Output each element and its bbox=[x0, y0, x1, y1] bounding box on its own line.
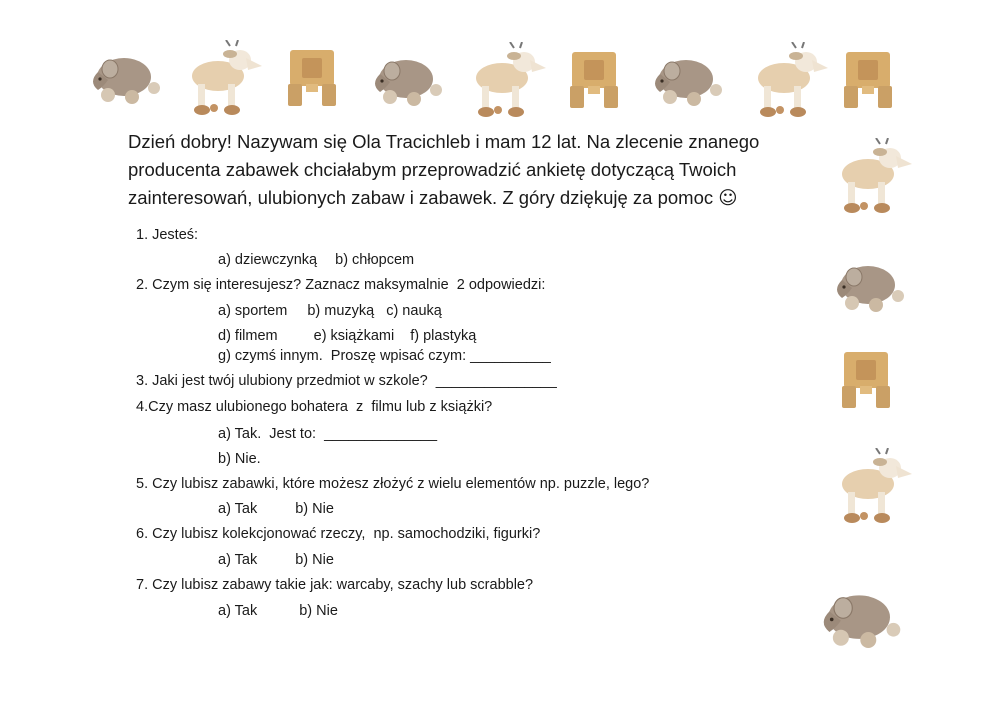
answer-option[interactable]: a) Tak. Jest to: ______________ bbox=[218, 426, 438, 442]
answer-option[interactable]: b) Nie bbox=[295, 501, 334, 517]
answer-option[interactable]: b) Nie bbox=[299, 603, 338, 619]
answer-option[interactable]: f) plastyką bbox=[410, 328, 477, 344]
answer-row bbox=[218, 327, 476, 345]
answer-option[interactable]: a) Tak bbox=[218, 552, 258, 568]
question-5: 5. Czy lubisz zabawki, które możesz złożyć z wielu elementów np. puzzle, lego? bbox=[136, 476, 650, 492]
answer-row bbox=[218, 500, 334, 518]
toy-goat-picture bbox=[182, 40, 266, 116]
question-3[interactable]: 3. Jaki jest twój ulubiony przedmiot w szkole? _______________ bbox=[136, 373, 557, 389]
toy-goat-picture bbox=[832, 138, 916, 214]
answer-option[interactable]: b) Nie bbox=[295, 552, 334, 568]
answer-row bbox=[218, 551, 334, 569]
answer-option[interactable]: a) Tak bbox=[218, 501, 258, 517]
answer-row bbox=[218, 602, 338, 620]
answer-row bbox=[218, 302, 442, 320]
intro-paragraph bbox=[128, 128, 808, 213]
toy-goat-picture bbox=[832, 448, 916, 524]
answer-option[interactable]: d) filmem bbox=[218, 328, 278, 344]
smiley-icon: ☺ bbox=[718, 188, 738, 209]
question-4: 4.Czy masz ulubionego bohatera z filmu lub z książki? bbox=[136, 399, 493, 415]
answer-option[interactable]: b) chłopcem bbox=[335, 252, 415, 268]
toy-bear-picture bbox=[838, 346, 894, 410]
toy-goat-picture bbox=[466, 42, 550, 118]
question-6: 6. Czy lubisz kolekcjonować rzeczy, np. samochodziki, figurki? bbox=[136, 526, 541, 542]
answer-option[interactable]: b) Nie. bbox=[218, 451, 261, 467]
answer-option[interactable]: b) muzyką bbox=[307, 303, 375, 319]
answer-option[interactable]: e) książkami bbox=[313, 328, 395, 344]
answer-option-other[interactable]: g) czymś innym. Proszę wpisać czym: __________ bbox=[218, 348, 551, 364]
toy-mouse-picture bbox=[828, 256, 906, 312]
answer-option[interactable]: a) Tak bbox=[218, 603, 258, 619]
toy-mouse-picture bbox=[366, 50, 444, 106]
toy-bear-picture bbox=[840, 46, 896, 110]
toy-mouse-picture bbox=[646, 50, 724, 106]
answer-row bbox=[218, 450, 261, 468]
toy-bear-picture bbox=[566, 46, 622, 110]
answer-row bbox=[218, 347, 551, 365]
question-7: 7. Czy lubisz zabawy takie jak: warcaby, szachy lub scrabble? bbox=[136, 577, 534, 593]
toy-goat-picture bbox=[748, 42, 832, 118]
toy-bear-picture bbox=[284, 44, 340, 108]
question-2: 2. Czym się interesujesz? Zaznacz maksymalnie 2 odpowiedzi: bbox=[136, 277, 546, 293]
answer-row bbox=[218, 425, 437, 443]
intro-text: Dzień dobry! Nazywam się Ola Tracichleb i mam 12 lat. Na zlecenie znanego producenta zabawek chciałabym przeprowadzić ankietę dotyczącą Twoich zainteresowań, ulubionych zabaw i zabawek. Z góry dziękuję za pomoc bbox=[128, 131, 760, 208]
toy-mouse-picture bbox=[812, 584, 904, 648]
answer-option[interactable]: a) dziewczynką bbox=[218, 252, 318, 268]
toy-mouse-picture bbox=[84, 48, 162, 104]
answer-row bbox=[218, 251, 414, 269]
question-1: 1. Jesteś: bbox=[136, 227, 199, 243]
answer-option[interactable]: c) nauką bbox=[386, 303, 442, 319]
answer-option[interactable]: a) sportem bbox=[218, 303, 288, 319]
